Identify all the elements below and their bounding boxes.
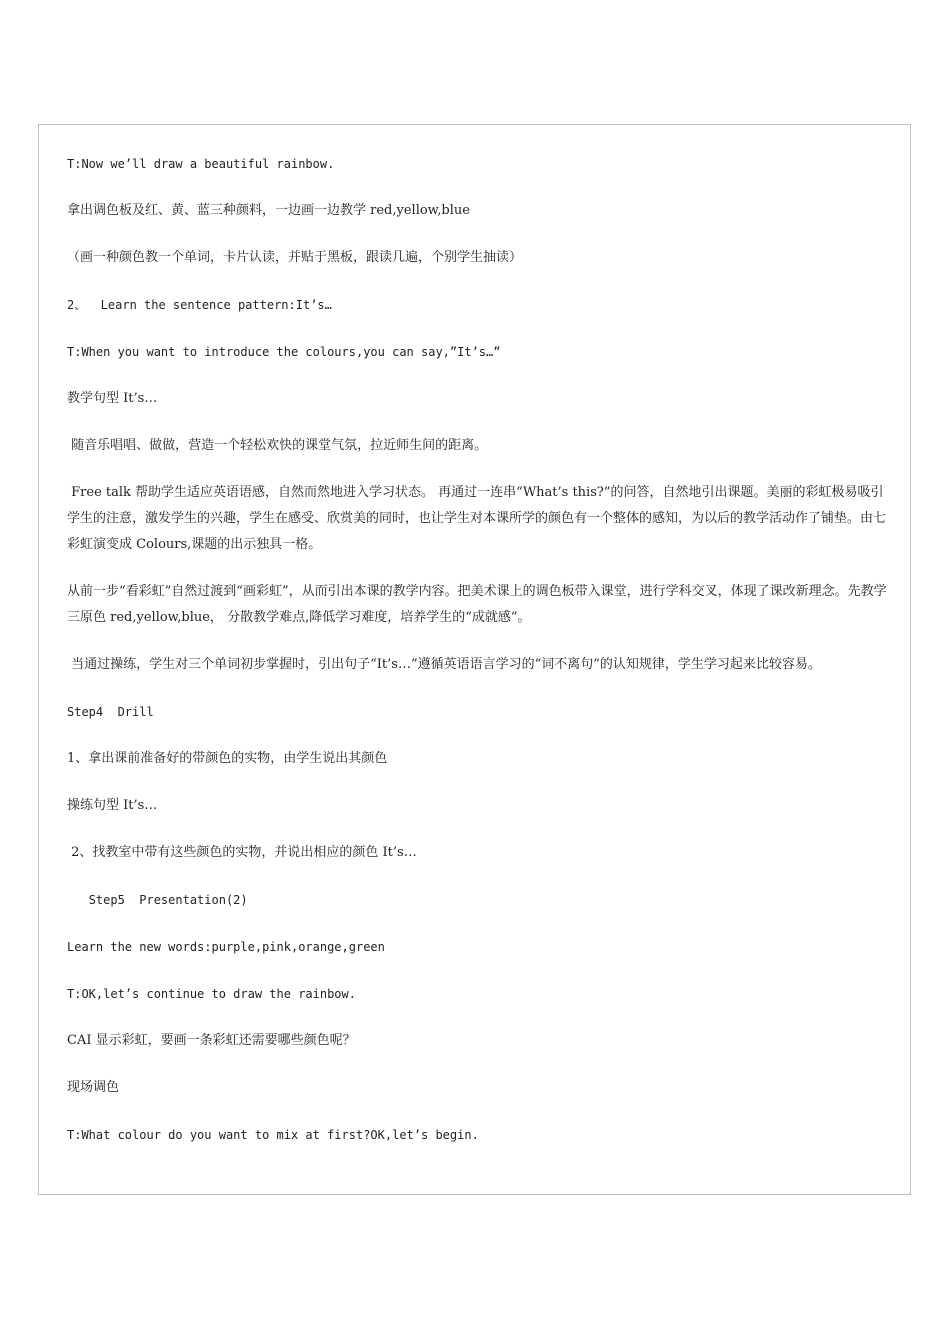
paragraph: T:OK,let’s continue to draw the rainbow. (67, 987, 356, 1001)
paragraph: 现场调色 (67, 1080, 120, 1095)
paragraph: CAI 显示彩虹，要画一条彩虹还需要哪些颜色呢？ (67, 1033, 356, 1048)
paragraph: 从前一步“看彩虹”自然过渡到“画彩虹”，从而引出本课的教学内容。把美术课上的调色板带入课堂，进行学科交叉，体现了课改新理念。先教学三原色 red,yellow,blue， 分散教学难点,降低学习难度，培养学生的“成就感”。 (67, 584, 887, 625)
paragraph: 拿出调色板及红、黄、蓝三种颜料，一边画一边教学 red,yellow,blue (67, 203, 470, 218)
paragraph: Free talk 帮助学生适应英语语感，自然而然地进入学习状态。 再通过一连串“What’s this?”的问答，自然地引出课题。美丽的彩虹极易吸引学生的注意，激发学生的兴趣，学生在感受、欣赏美的同时，也让学生对本课所学的颜色有一个整体的感知，为以后的教学活动作了铺垫。由七彩虹演变成 Colours,课题的出示独具一格。 (67, 485, 887, 552)
paragraph: T:Now we’ll draw a beautiful rainbow. (67, 157, 335, 171)
paragraph: T:When you want to introduce the colours,you can say,”It’s…” (67, 345, 501, 359)
paragraph: 操练句型 It’s… (67, 798, 158, 813)
paragraph: （画一种颜色教一个单词，卡片认读，并贴于黑板，跟读几遍，个别学生抽读） (67, 250, 523, 265)
paragraph: T:What colour do you want to mix at first?OK,let’s begin. (67, 1128, 479, 1142)
paragraph: 2、 Learn the sentence pattern:It’s… (67, 298, 332, 312)
paragraph: Step5 Presentation(2) (67, 893, 248, 907)
paragraph: 教学句型 It’s… (67, 391, 158, 406)
paragraph: Learn the new words:purple,pink,orange,green (67, 940, 385, 954)
document-frame (38, 124, 911, 1195)
paragraph: 2、找教室中带有这些颜色的实物，并说出相应的颜色 It’s… (67, 845, 417, 860)
paragraph: 当通过操练，学生对三个单词初步掌握时，引出句子“It’s…”遵循英语语言学习的“词不离句”的认知规律，学生学习起来比较容易。 (67, 657, 821, 672)
paragraph: 随音乐唱唱、做做，营造一个轻松欢快的课堂气氛，拉近师生间的距离。 (67, 438, 488, 453)
paragraph: Step4 Drill (67, 705, 154, 719)
paragraph: 1、拿出课前准备好的带颜色的实物，由学生说出其颜色 (67, 751, 388, 766)
document-body (67, 151, 887, 1169)
